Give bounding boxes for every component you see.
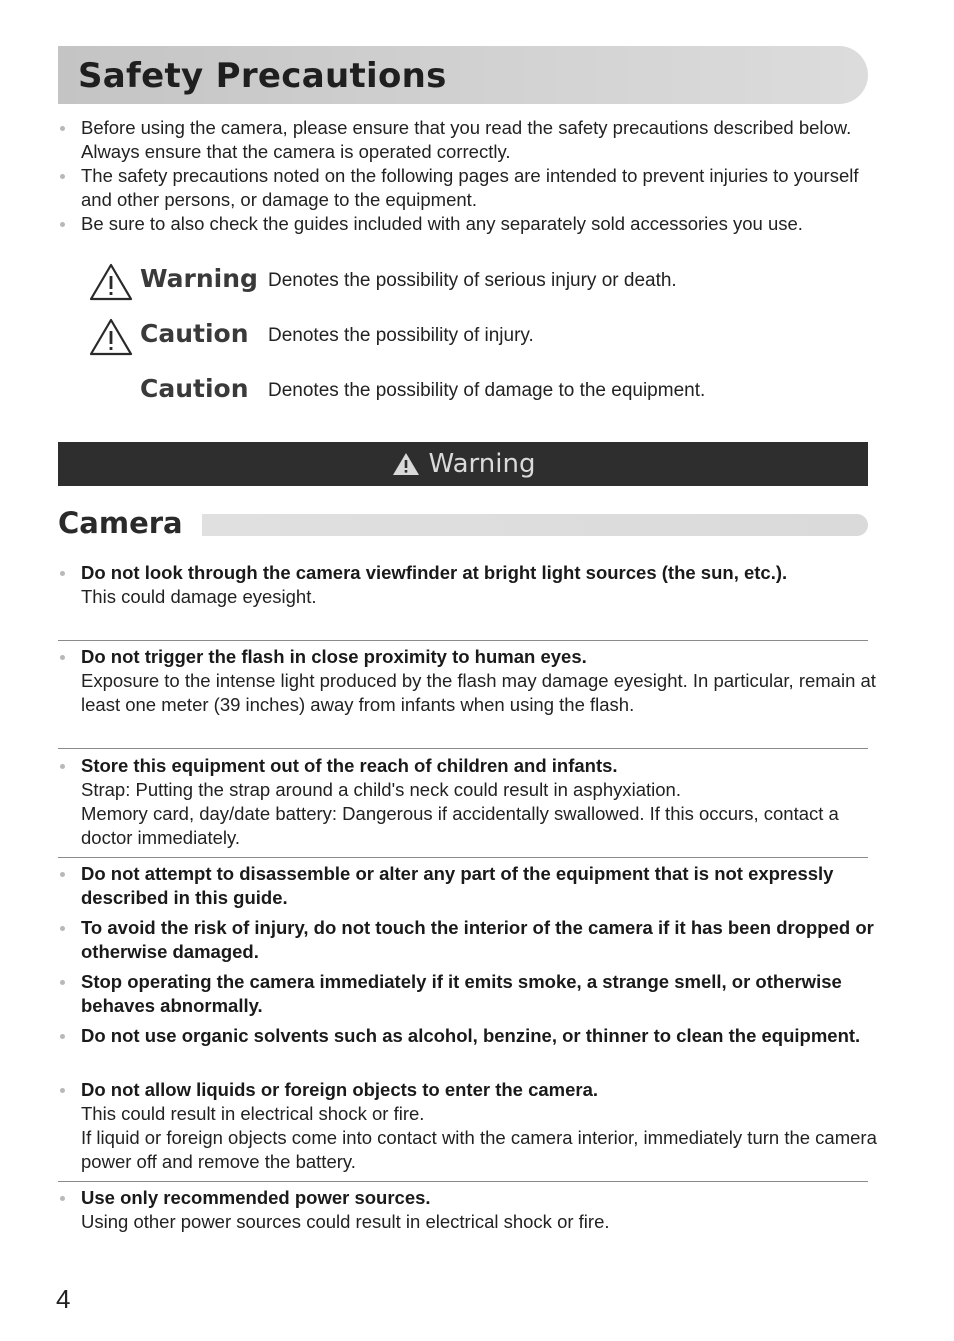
intro-item: Before using the camera, please ensure that you read the safety precautions described below. Always ensure that the camera is operated correctly. xyxy=(58,116,878,164)
item-heading: Do not trigger the flash in close proximity to human eyes. xyxy=(81,646,587,667)
legend-term: Caution xyxy=(140,374,249,403)
item-text: This could damage eyesight. xyxy=(81,586,317,607)
bullet-icon xyxy=(60,126,65,131)
divider xyxy=(58,640,868,641)
item-heading: Use only recommended power sources. xyxy=(81,1187,431,1208)
list-item xyxy=(58,1078,878,1174)
item-text: Using other power sources could result in electrical shock or fire. xyxy=(81,1211,610,1232)
divider xyxy=(58,748,868,749)
intro-item: The safety precautions noted on the following pages are intended to prevent injuries to yourself and other persons, or damage to the equipment. xyxy=(58,164,878,212)
page-number: 4 xyxy=(56,1284,71,1314)
item-heading: Do not use organic solvents such as alcohol, benzine, or thinner to clean the equipment. xyxy=(81,1025,861,1046)
list-item xyxy=(58,1024,878,1048)
item-heading: Do not look through the camera viewfinder at bright light sources (the sun, etc.). xyxy=(81,562,788,583)
item-text: Memory card, day/date battery: Dangerous if accidentally swallowed. If this occurs, contact a doctor immediately. xyxy=(81,803,839,848)
item-heading: To avoid the risk of injury, do not touch the interior of the camera if it has been dropped or otherwise damaged. xyxy=(81,917,874,962)
warning-section-bar xyxy=(58,442,868,486)
legend-term: Caution xyxy=(140,319,249,348)
list-item xyxy=(58,645,878,717)
bullet-icon xyxy=(60,655,65,660)
list-item xyxy=(58,862,878,910)
warning-bar-label: Warning xyxy=(428,449,536,479)
legend-caution-equipment xyxy=(88,374,868,414)
legend-desc: Denotes the possibility of injury. xyxy=(268,325,534,346)
bullet-icon xyxy=(60,222,65,227)
bullet-icon xyxy=(60,872,65,877)
page-title: Safety Precautions xyxy=(78,56,447,96)
legend-term: Warning xyxy=(140,264,258,293)
list-item xyxy=(58,970,878,1018)
bullet-icon xyxy=(60,174,65,179)
item-text: Strap: Putting the strap around a child's neck could result in asphyxiation. xyxy=(81,779,681,800)
legend-desc: Denotes the possibility of serious injury or death. xyxy=(268,270,677,291)
bullet-icon xyxy=(60,980,65,985)
warning-triangle-icon xyxy=(88,317,134,357)
list-item xyxy=(58,1186,878,1234)
item-text: If liquid or foreign objects come into contact with the camera interior, immediately turn the camera power off and remove the battery. xyxy=(81,1127,877,1172)
item-heading: Do not allow liquids or foreign objects to enter the camera. xyxy=(81,1079,599,1100)
intro-list xyxy=(58,116,878,236)
item-text: This could result in electrical shock or fire. xyxy=(81,1103,425,1124)
bullet-icon xyxy=(60,1088,65,1093)
warning-triangle-icon xyxy=(391,451,421,477)
bullet-icon xyxy=(60,1196,65,1201)
warning-triangle-icon xyxy=(88,262,134,302)
legend-desc: Denotes the possibility of damage to the equipment. xyxy=(268,380,706,401)
intro-item: Be sure to also check the guides included with any separately sold accessories you use. xyxy=(58,212,878,236)
divider xyxy=(58,857,868,858)
legend-warning xyxy=(88,264,868,304)
bullet-icon xyxy=(60,764,65,769)
item-heading: Do not attempt to disassemble or alter any part of the equipment that is not expressly described in this guide. xyxy=(81,863,834,908)
divider xyxy=(58,1181,868,1182)
item-text: Exposure to the intense light produced by the flash may damage eyesight. In particular, remain at least one meter (39 inches) away from infants when using the flash. xyxy=(81,670,876,715)
list-item xyxy=(58,754,878,850)
section-title-rule xyxy=(202,514,868,536)
bullet-icon xyxy=(60,1034,65,1039)
legend-caution-injury xyxy=(88,319,868,359)
item-heading: Store this equipment out of the reach of children and infants. xyxy=(81,755,618,776)
item-heading: Stop operating the camera immediately if it emits smoke, a strange smell, or otherwise behaves abnormally. xyxy=(81,971,842,1016)
bullet-icon xyxy=(60,926,65,931)
list-item xyxy=(58,561,878,609)
list-item xyxy=(58,916,878,964)
section-title: Camera xyxy=(58,506,183,540)
bullet-icon xyxy=(60,571,65,576)
